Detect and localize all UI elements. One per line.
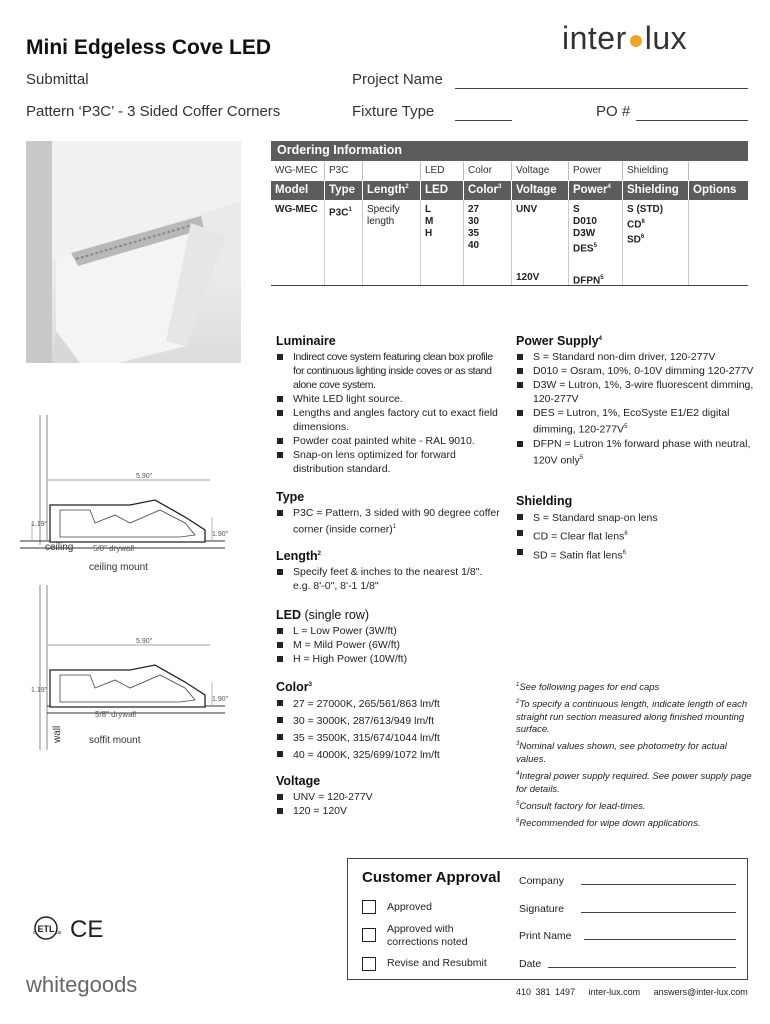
fixture-photo-shape: [26, 141, 241, 363]
color-item: 30 = 3000K, 287/613/949 lm/ft: [276, 713, 501, 730]
luminaire-heading: Luminaire: [276, 334, 336, 348]
color-option: 35: [468, 228, 480, 239]
type-section: [276, 490, 501, 537]
certification-marks: [30, 912, 105, 944]
power-item: DFPN = Lutron 1% forward phase with neutral, 120V only$^5$: [516, 437, 754, 468]
header-type: Type: [325, 181, 363, 200]
soffit-drywall-label: 5/8" drywall: [95, 710, 137, 719]
revise-label: Revise and Resubmit: [387, 957, 487, 969]
header-length: Length$^2$: [363, 181, 421, 200]
company-line[interactable]: [581, 884, 736, 885]
example-cell: WG-MEC: [271, 162, 325, 180]
type-value: $P3C^1$: [325, 200, 363, 285]
svg-text:c: c: [33, 930, 36, 936]
web-link[interactable]: inter-lux.com: [588, 987, 641, 997]
led-item: H = High Power (10W/ft): [276, 652, 501, 666]
shielding-option: $CD^6$: [627, 219, 645, 231]
color-item: 27 = 27000K, 265/561/863 lm/ft: [276, 696, 501, 713]
interlux-logo: [562, 20, 687, 57]
ordering-header-row: [271, 181, 748, 200]
power-item: D3W = Lutron, 1%, 3-wire fluorescent dimming, 120-277V: [516, 378, 754, 406]
color-item: 40 = 4000K, 325/699/1072 lm/ft: [276, 747, 501, 764]
approved-checkbox[interactable]: [362, 900, 376, 914]
ordering-example-row: [271, 162, 748, 180]
shielding-option: S (STD): [627, 204, 664, 215]
voltage-section: [276, 774, 501, 818]
type-heading: Type: [276, 490, 305, 504]
header-options: Options: [693, 184, 737, 196]
power-option: DES$^5$: [573, 243, 597, 255]
luminaire-item: Snap-on lens optimized for forward distribution standard.: [276, 448, 501, 476]
date-label: Date: [519, 958, 542, 970]
soffit-width-dim: 5.90": [136, 638, 153, 645]
ceiling-right-height: 1.90": [212, 531, 229, 538]
ceiling-drywall-label: 5/8" drywall: [93, 544, 135, 553]
approval-title: Customer Approval: [362, 869, 501, 886]
submittal-label: Submittal: [26, 71, 89, 88]
header-shielding: Shielding: [623, 181, 689, 200]
voltage-option: 120V: [516, 272, 540, 283]
header-color: Color$^3$: [464, 181, 512, 200]
length-section: [276, 549, 501, 593]
approved-corrections-label: Approved with corrections noted: [387, 923, 468, 948]
power-item: S = Standard non-dim driver, 120-277V: [516, 350, 754, 364]
company-label: Company: [519, 875, 564, 887]
color-values: [464, 200, 512, 285]
revise-checkbox[interactable]: [362, 957, 376, 971]
header-voltage: Voltage: [512, 181, 569, 200]
wall-label: wall: [52, 725, 63, 743]
voltage-list: [276, 790, 501, 818]
color-heading: Color$^3$: [276, 680, 312, 694]
led-values: [421, 200, 464, 285]
whitegoods-logo: whitegoods: [26, 972, 138, 997]
color-option: 40: [468, 240, 480, 251]
power-item: D010 = Osram, 10%, 0-10V dimming 120-277V: [516, 364, 754, 378]
soffit-left-height: 1.19": [31, 687, 48, 694]
shielding-list: [516, 510, 754, 563]
ceiling-mount-drawing: [20, 415, 229, 573]
ordering-body: [271, 200, 748, 286]
led-option: L: [425, 204, 432, 215]
led-section: [276, 608, 501, 666]
length-item: Specify feet & inches to the nearest 1/8". e.g. 8'-0", 8'-1 1/8": [276, 565, 501, 593]
contact-line: [516, 987, 748, 997]
color-item: 35 = 3500K, 315/674/1044 lm/ft: [276, 730, 501, 747]
led-item: L = Low Power (3W/ft): [276, 624, 501, 638]
shielding-values: [623, 200, 689, 285]
power-list: [516, 350, 754, 467]
color-list: [276, 696, 501, 764]
voltage-item: UNV = 120-277V: [276, 790, 501, 804]
type-list: [276, 506, 501, 537]
footnote: $^1$See following pages for end caps: [516, 682, 660, 694]
length-line: length: [367, 216, 395, 227]
footnote: $^3$Nominal values shown, see photometry for actual values.: [516, 741, 727, 765]
fixture-type-label: Fixture Type: [352, 103, 435, 120]
example-cell: [363, 162, 421, 180]
example-cell: Shielding: [623, 162, 689, 180]
header-model: Model: [271, 181, 325, 200]
svg-text:CE: CE: [70, 916, 104, 943]
shielding-item: SD = Satin flat lens$^6$: [516, 545, 754, 564]
led-option: M: [425, 216, 434, 227]
po-label: PO #: [596, 103, 631, 120]
length-list: [276, 565, 501, 593]
voltage-item: 120 = 120V: [276, 804, 501, 818]
led-heading: LED (single row): [276, 608, 370, 622]
luminaire-item: Indirect cove system featuring clean box profile for continuous lighting inside coves or as stand alone cove system.: [276, 350, 501, 392]
color-section: [276, 680, 501, 764]
page-title: Mini Edgeless Cove LED: [26, 36, 272, 59]
power-section: [516, 334, 754, 467]
header-led: LED: [421, 181, 464, 200]
ceiling-label: ceiling: [45, 542, 74, 553]
example-cell: [689, 162, 748, 180]
example-cell: Voltage: [512, 162, 569, 180]
print-name-label: Print Name: [519, 930, 572, 942]
example-cell: Color: [464, 162, 512, 180]
power-heading: Power Supply$^4$: [516, 334, 602, 348]
print-name-line[interactable]: [584, 939, 736, 940]
voltage-heading: Voltage: [276, 774, 321, 788]
signature-line[interactable]: [581, 912, 736, 913]
power-item: DES = Lutron, 1%, EcoSyste E1/E2 digital dimming, $120-277V^5$: [516, 406, 754, 437]
length-heading: Length$^2$: [276, 549, 322, 563]
voltage-option: UNV: [516, 204, 538, 215]
footnotes: [516, 679, 756, 832]
example-cell: LED: [421, 162, 464, 180]
date-line[interactable]: [548, 967, 736, 968]
pattern-label: Pattern ‘P3C’ - 3 Sided Coffer Corners: [26, 103, 281, 120]
customer-approval-box: [347, 858, 748, 980]
length-value: [363, 200, 421, 285]
luminaire-item: White LED light source.: [276, 392, 501, 406]
soffit-mount-drawing: [31, 585, 229, 750]
email-link[interactable]: answers@inter-lux.com: [653, 987, 748, 997]
voltage-values: [512, 200, 569, 285]
color-option: 27: [468, 204, 480, 215]
ceiling-mount-caption: ceiling mount: [89, 562, 148, 573]
power-values: [569, 200, 623, 285]
svg-text:ETL: ETL: [37, 924, 55, 934]
etl-listed-icon: [33, 917, 62, 939]
footnote: $^2$To specify a continuous length, indicate length of each straight run section measured along finished mounting surface.: [516, 699, 748, 736]
soffit-mount-caption: soffit mount: [89, 735, 141, 746]
ceiling-width-dim: 5.90": [136, 473, 153, 480]
luminaire-item: Powder coat painted white - RAL 9010.: [276, 434, 501, 448]
shielding-item: S = Standard snap-on lens: [516, 510, 754, 526]
footnote: $^5$Consult factory for lead-times.: [516, 800, 646, 812]
brand-right: lux: [644, 20, 688, 56]
footnote: $^4$Integral power supply required. See power supply page for details.: [516, 770, 752, 795]
type-item: P3C = Pattern, 3 sided with 90 degree coffer corner (inside corner)$^1$: [276, 506, 501, 537]
led-list: [276, 624, 501, 666]
luminaire-section: [276, 334, 501, 476]
power-option: S: [573, 204, 580, 215]
approved-label: Approved: [387, 901, 432, 913]
options-values: [689, 200, 748, 285]
power-option: D010: [573, 216, 597, 227]
length-line: Specify: [367, 204, 400, 215]
signature-label: Signature: [519, 903, 564, 915]
example-cell: P3C: [325, 162, 363, 180]
phone-text: 410 381 1497: [516, 987, 576, 997]
color-option: 30: [468, 216, 480, 227]
mounting-drawings: [20, 405, 250, 785]
approved-corrections-checkbox[interactable]: [362, 928, 376, 942]
shielding-section: [516, 494, 754, 563]
luminaire-item: Lengths and angles factory cut to exact field dimensions.: [276, 406, 501, 434]
shielding-item: CD = Clear flat lens$^6$: [516, 526, 754, 545]
project-name-label: Project Name: [352, 71, 443, 88]
shielding-option: $SD^6$: [627, 234, 645, 246]
example-cell: Power: [569, 162, 623, 180]
logo-dot-icon: [630, 35, 642, 47]
ceiling-left-height: 1.19": [31, 521, 48, 528]
shielding-heading: Shielding: [516, 494, 573, 508]
project-name-line[interactable]: [455, 88, 748, 89]
header-power: Power$^4$: [569, 181, 623, 200]
luminaire-list: [276, 350, 501, 476]
brand-left: inter: [562, 20, 627, 56]
po-line[interactable]: [636, 120, 748, 121]
product-photo: [26, 141, 241, 363]
footnote: $^6$Recommended for wipe down applications.: [516, 817, 701, 829]
svg-text:us: us: [56, 930, 62, 936]
led-option: H: [425, 228, 433, 239]
power-option: D3W: [573, 228, 596, 239]
soffit-right-height: 1.90": [212, 696, 229, 703]
model-value: WG-MEC: [271, 200, 325, 285]
led-item: M = Mild Power (6W/ft): [276, 638, 501, 652]
ce-mark-icon: [70, 916, 103, 943]
fixture-type-line[interactable]: [455, 120, 512, 121]
ordering-title: Ordering Information: [271, 141, 748, 161]
power-option: DFPN$^5$: [573, 275, 604, 287]
